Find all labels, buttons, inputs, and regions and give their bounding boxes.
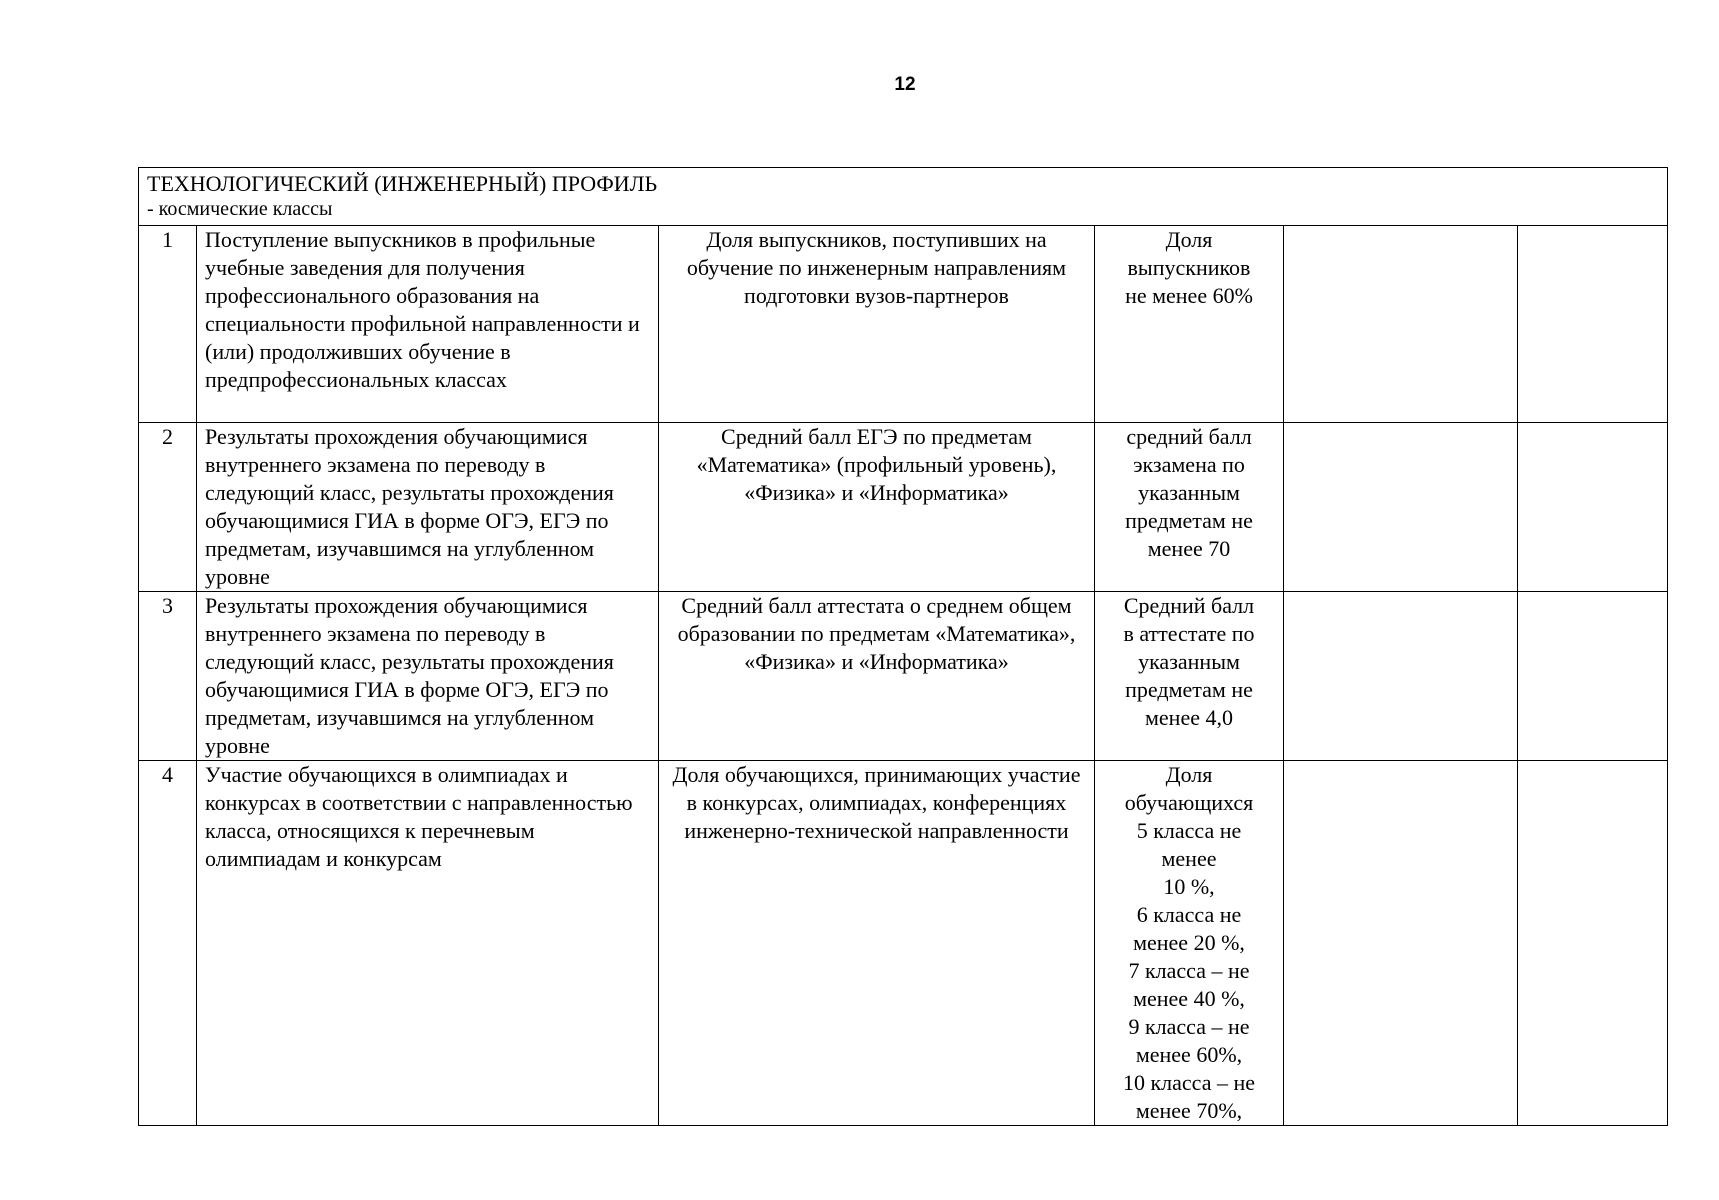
profile-subtitle: - космические классы (147, 198, 333, 220)
profile-title: ТЕХНОЛОГИЧЕСКИЙ (ИНЖЕНЕРНЫЙ) ПРОФИЛЬ (147, 171, 658, 196)
empty-cell (1518, 761, 1668, 1126)
criterion-cell: Результаты прохождения обучающимися внутреннего экзамена по переводу в следующий класс, результаты прохождения обучающимися ГИА в форме ОГЭ, ЕГЭ по предметам, изучавшимся на углубленном уровне (197, 592, 659, 761)
profile-header-cell (139, 168, 1668, 226)
table-row (139, 226, 1668, 423)
table-row (139, 592, 1668, 761)
profile-table (138, 167, 1668, 1126)
empty-cell (1518, 423, 1668, 592)
empty-cell (1518, 592, 1668, 761)
empty-cell (1284, 761, 1518, 1126)
indicator-cell: Средний балл аттестата о среднем общем образовании по предметам «Математика», «Физика» и «Информатика» (659, 592, 1095, 761)
norm-cell: Средний балл в аттестате по указанным предметам не менее 4,0 (1095, 592, 1284, 761)
indicator-cell: Средний балл ЕГЭ по предметам «Математика» (профильный уровень), «Физика» и «Информатика» (659, 423, 1095, 592)
row-number: 3 (139, 592, 197, 761)
empty-cell (1284, 226, 1518, 423)
row-number: 4 (139, 761, 197, 1126)
empty-cell (1518, 226, 1668, 423)
row-number: 1 (139, 226, 197, 423)
table-row (139, 761, 1668, 1126)
norm-cell: Доля обучающихся 5 класса не менее 10 %, 6 класса не менее 20 %, 7 класса – не менее 40 %, 9 класса – не менее 60%, 10 класса – не менее 70%, (1095, 761, 1284, 1126)
norm-cell: средний балл экзамена по указанным предметам не менее 70 (1095, 423, 1284, 592)
empty-cell (1284, 423, 1518, 592)
empty-cell (1284, 592, 1518, 761)
criterion-cell: Участие обучающихся в олимпиадах и конкурсах в соответствии с направленностью класса, относящихся к перечневым олимпиадам и конкурсам (197, 761, 659, 1126)
indicator-cell: Доля выпускников, поступивших на обучение по инженерным направлениям подготовки вузов-партнеров (659, 226, 1095, 423)
table-header-row (139, 168, 1668, 226)
criterion-cell: Поступление выпускников в профильные учебные заведения для получения профессионального образования на специальности профильной направленности и (или) продолживших обучение в предпрофессиональных классах (197, 226, 659, 423)
criterion-cell: Результаты прохождения обучающимися внутреннего экзамена по переводу в следующий класс, результаты прохождения обучающимися ГИА в форме ОГЭ, ЕГЭ по предметам, изучавшимся на углубленном уровне (197, 423, 659, 592)
page-number: 12 (894, 74, 916, 95)
indicator-cell: Доля обучающихся, принимающих участие в конкурсах, олимпиадах, конференциях инженерно-технической направленности (659, 761, 1095, 1126)
norm-cell: Доля выпускников не менее 60% (1095, 226, 1284, 423)
row-number: 2 (139, 423, 197, 592)
table-row (139, 423, 1668, 592)
